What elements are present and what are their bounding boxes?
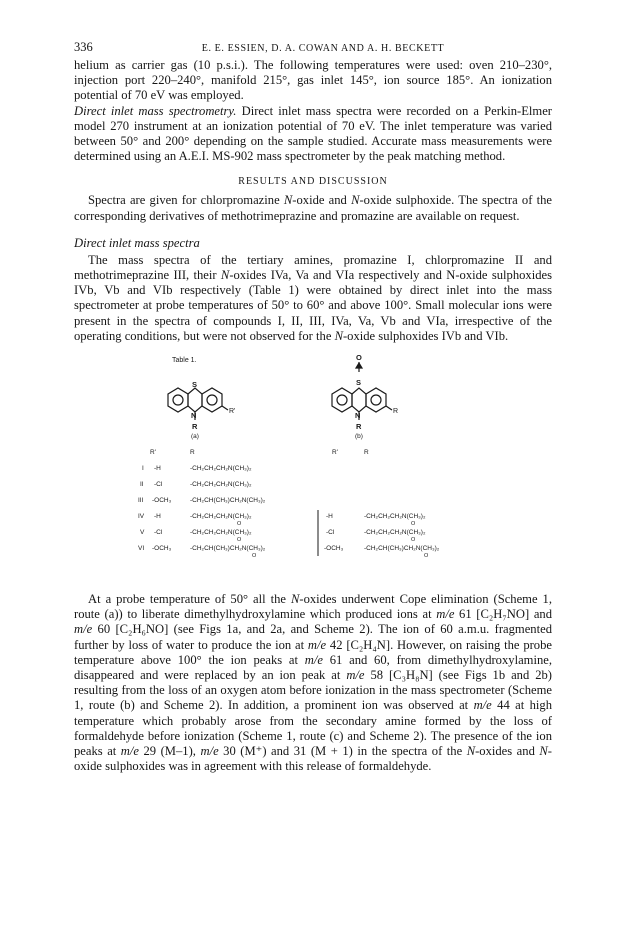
running-head: E. E. ESSIEN, D. A. COWAN AND A. H. BECKETT — [201, 43, 445, 54]
structure-diagram — [74, 350, 552, 578]
row-r: -CH₂CH₂CH₂N(CH₃)₂ — [190, 513, 252, 521]
oxide-mark: O — [424, 553, 429, 560]
structure-b-tag: (b) — [355, 433, 363, 441]
intro-paragraph: helium as carrier gas (10 p.s.i.). The following temperatures were used: oven 210–230°, injection port 220–240°, manifold 215°, gas inlet 145°, ion source 185°. An ionization potential of 70 eV was employed. — [74, 58, 552, 103]
row-num: I — [142, 465, 144, 473]
row-r: -CH₂CH₂CH₂N(CH₃)₂ — [364, 529, 426, 537]
col-head-r-a: R — [190, 449, 195, 457]
results-paragraph: Spectra are given for chlorpromazine N-oxide and N-oxide sulphoxide. The spectra of the corresponding derivatives of methotrimeprazine and promazine are available on request. — [74, 193, 552, 223]
table-label: Table 1. — [172, 357, 197, 365]
oxide-mark: O — [237, 521, 242, 528]
so-arrow-b — [356, 363, 362, 368]
ring-middle-a — [188, 388, 202, 412]
row-r: -CH₂CH₂CH₂N(CH₃)₂ — [190, 465, 252, 473]
cope-paragraph: At a probe temperature of 50° all the N-oxides underwent Cope elimination (Scheme 1, route (a)) to liberate dimethylhydroxylamine which produced ions at m/e 61 [C₂H₇NO] and m/e 60 [C₂H₆NO] (see Figs 1a, and 2a, and Scheme 2). The ion of 60 a.m.u. fragmented further by loss of water to produce the ion at m/e 42 [C₂H₄N]. However, on raising the probe temperature above 100° the ion peaks at m/e 61 and 60, from dimethylhydroxylamine, disappeared and were replaced by an ion peak at m/e 58 [C₃H₈N] (see Figs 1b and 2b) resulting from the loss of an oxygen atom before ionization in the mass spectrometer (Scheme 1, route (b) and Scheme 2). In addition, a prominent ion was observed at m/e 44 at high temperature which probably arose from the secondary amine formed by the loss of formaldehyde before ionization (Scheme 1, route (c) and Scheme 2). The presence of the ion peaks at m/e 29 (M–1), m/e 30 (M⁺) and 31 (M + 1) in the spectra of the N-oxides and N-oxide sulphoxides was in agreement with this release of formaldehyde. — [74, 592, 552, 774]
nitrogen-label-a: N — [191, 411, 197, 421]
page-header — [74, 40, 552, 58]
row-r: -CH₂CH(CH₃)CH₂N(CH₃)₂ — [190, 497, 266, 505]
row-num: II — [140, 481, 144, 489]
ring-middle-b — [352, 388, 366, 412]
oxide-mark: O — [411, 521, 416, 528]
row-r: -CH₂CH₂CH₂N(CH₃)₂ — [190, 529, 252, 537]
ring-right-a — [202, 388, 222, 412]
aromatic-left-a — [173, 395, 183, 405]
direct-inlet-paragraph — [74, 104, 552, 165]
row-r: -CH₂CH₂CH₂N(CH₃)₂ — [364, 513, 426, 521]
row-r: -CH₂CH(CH₃)CH₂N(CH₃)₂ — [364, 545, 440, 553]
structure-a-tag: (a) — [191, 433, 199, 441]
row-rp: -H — [326, 513, 333, 521]
sulfur-label-a: S — [192, 380, 198, 390]
table-1-figure — [74, 350, 552, 578]
journal-page — [74, 40, 552, 774]
col-head-r-b: R — [364, 449, 369, 457]
r-label-b: R — [356, 422, 362, 432]
sulfur-label-b: S — [356, 378, 362, 388]
r-prime-label-b: R — [393, 408, 399, 416]
ring-left-b — [332, 388, 352, 412]
row-rp: -OCH₃ — [324, 545, 344, 553]
row-rp: -OCH₃ — [152, 497, 172, 505]
row-rp: -Cl — [326, 529, 335, 537]
direct-inlet-text: Direct inlet mass spectra were recorded on a Perkin-Elmer model 270 instrument at an ionization potential of 70 eV. The inlet temperature was varied between 50° and 200° depending on the sample studied. Accurate mass measurements were determined using an A.E.I. MS-902 mass spectrometer by the peak matching method. — [74, 103, 552, 164]
oxygen-label-b: O — [356, 353, 362, 363]
spectra-paragraph: The mass spectra of the tertiary amines, promazine I, chlorpromazine II and methotrimeprazine III, their N-oxides IVa, Va and VIa respectively and N-oxide sulphoxides IVb, Vb and VIb respectively (Table 1) were obtained by direct inlet into the mass spectrometer at probe temperatures of 50° to 60° and above 100°. Small molecular ions were present in the spectra of compounds I, II, III, IVa, Va, Vb and VIa, irrespective of the operating conditions, but were not observed for the N-oxide sulphoxides IVb and VIb. — [74, 252, 552, 343]
ring-left-a — [168, 388, 188, 412]
structure-b — [332, 362, 392, 420]
row-num: IV — [138, 513, 145, 521]
r-prime-label-a: R' — [229, 408, 236, 416]
nitrogen-label-b: N — [355, 411, 361, 421]
r-prime-bond-a — [222, 406, 228, 410]
aromatic-right-b — [371, 395, 381, 405]
col-head-rp-a: R' — [150, 449, 156, 457]
direct-inlet-lead: Direct inlet mass spectrometry. — [74, 103, 237, 118]
row-num: V — [140, 529, 145, 537]
subheading: Direct inlet mass spectra — [74, 235, 200, 250]
row-rp: -Cl — [154, 529, 163, 537]
row-r: -CH₂CH₂CH₂N(CH₃)₂ — [190, 481, 252, 489]
ring-right-b — [366, 388, 386, 412]
page-number: 336 — [74, 40, 93, 54]
section-heading: RESULTS AND DISCUSSION — [238, 176, 388, 188]
row-r: -CH₂CH(CH₃)CH₂N(CH₃)₂ — [190, 545, 266, 553]
row-num: III — [138, 497, 144, 505]
row-rp: -Cl — [154, 481, 163, 489]
row-rp: -H — [154, 465, 161, 473]
rows-b — [324, 513, 440, 559]
row-num: VI — [138, 545, 145, 553]
row-rp: -H — [154, 513, 161, 521]
aromatic-right-a — [207, 395, 217, 405]
col-head-rp-b: R' — [332, 449, 338, 457]
oxide-mark: O — [411, 537, 416, 544]
oxide-mark: O — [252, 553, 257, 560]
r-label-a: R — [192, 422, 198, 432]
rows-a — [138, 465, 266, 559]
row-rp: -OCH₃ — [152, 545, 172, 553]
structure-a — [168, 388, 228, 420]
oxide-mark: O — [237, 537, 242, 544]
r-prime-bond-b — [386, 406, 392, 410]
aromatic-left-b — [337, 395, 347, 405]
